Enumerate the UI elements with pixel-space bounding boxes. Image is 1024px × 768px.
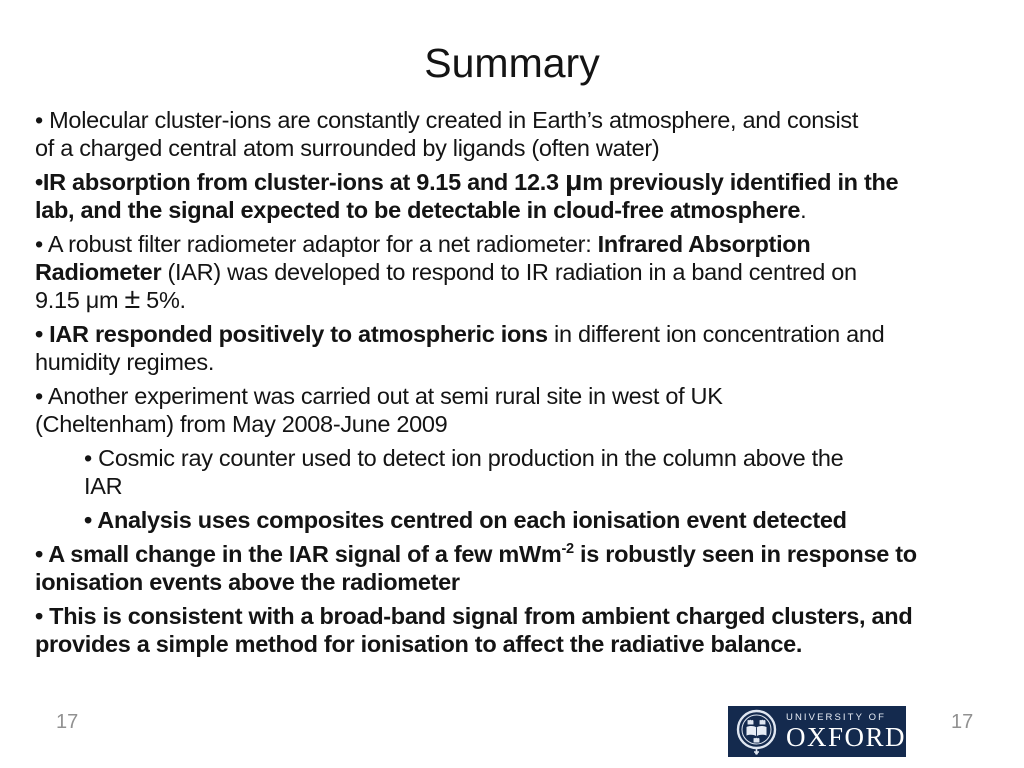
bullet-item <box>35 540 993 596</box>
page-number-left: 17 <box>56 711 79 733</box>
page-number-right: 17 <box>951 711 974 733</box>
bullet-text-segment: in different ion concentration and humidity regimes. <box>35 321 885 375</box>
bullet-text-segment: • This is consistent with a broad-band signal from ambient charged clusters, and provides a simple method for ionisation to affect the radiative balance. <box>35 603 913 657</box>
bullet-text-segment: • Cosmic ray counter used to detect ion production in the column above the IAR <box>84 445 844 499</box>
bullet-text-segment: • IAR responded positively to atmospheric ions <box>35 321 548 347</box>
bullet-text-segment: •IR absorption from cluster-ions at 9.15 and 12.3 <box>35 169 565 195</box>
bullet-text-segment: -2 <box>561 541 574 558</box>
bullet-text-segment: 5%. <box>139 287 186 313</box>
bullet-list <box>35 106 993 664</box>
sub-bullet-item <box>35 444 993 500</box>
oxford-logo <box>728 706 906 757</box>
oxford-logo-line2: OXFORD <box>786 721 907 752</box>
slide-title: Summary <box>424 40 600 86</box>
bullet-text-segment: • Another experiment was carried out at semi rural site in west of UK (Cheltenham) from May 2008-June 2009 <box>35 383 723 437</box>
bullet-text-segment: (IAR) was developed to respond to IR radiation in a band centred on 9.15 μm <box>35 259 857 313</box>
bullet-text-segment: . <box>800 197 807 223</box>
bullet-item <box>35 320 993 376</box>
bullet-text-segment: • Analysis uses composites centred on each ionisation event detected <box>84 507 847 533</box>
bullet-text-segment: • Molecular cluster-ions are constantly created in Earth’s atmosphere, and consist of a charged central atom surrounded by ligands (often water) <box>35 107 859 161</box>
bullet-item <box>35 602 993 658</box>
bullet-text-segment: m previously identified in the lab, and the signal expected to be detectable in cloud-free atmosphere <box>35 169 899 223</box>
bullet-text-segment: • A small change in the IAR signal of a few mWm <box>35 541 562 567</box>
bullet-item <box>35 165 993 224</box>
bullet-text-segment: ± <box>124 283 140 315</box>
oxford-crest-icon <box>734 708 779 755</box>
sub-bullet-item <box>35 506 993 534</box>
bullet-text-segment: Infrared Absorption Radiometer <box>35 231 811 285</box>
oxford-logo-text <box>786 712 906 752</box>
bullet-text-segment: • A robust filter radiometer adaptor for a net radiometer: <box>35 231 598 257</box>
oxford-logo-line1: UNIVERSITY OF <box>786 711 886 723</box>
bullet-item <box>35 230 993 314</box>
bullet-text-segment: is robustly seen in response to ionisation events above the radiometer <box>35 541 917 595</box>
bullet-text-segment: μ <box>564 165 583 197</box>
bullet-item <box>35 382 993 438</box>
bullet-item <box>35 106 993 162</box>
